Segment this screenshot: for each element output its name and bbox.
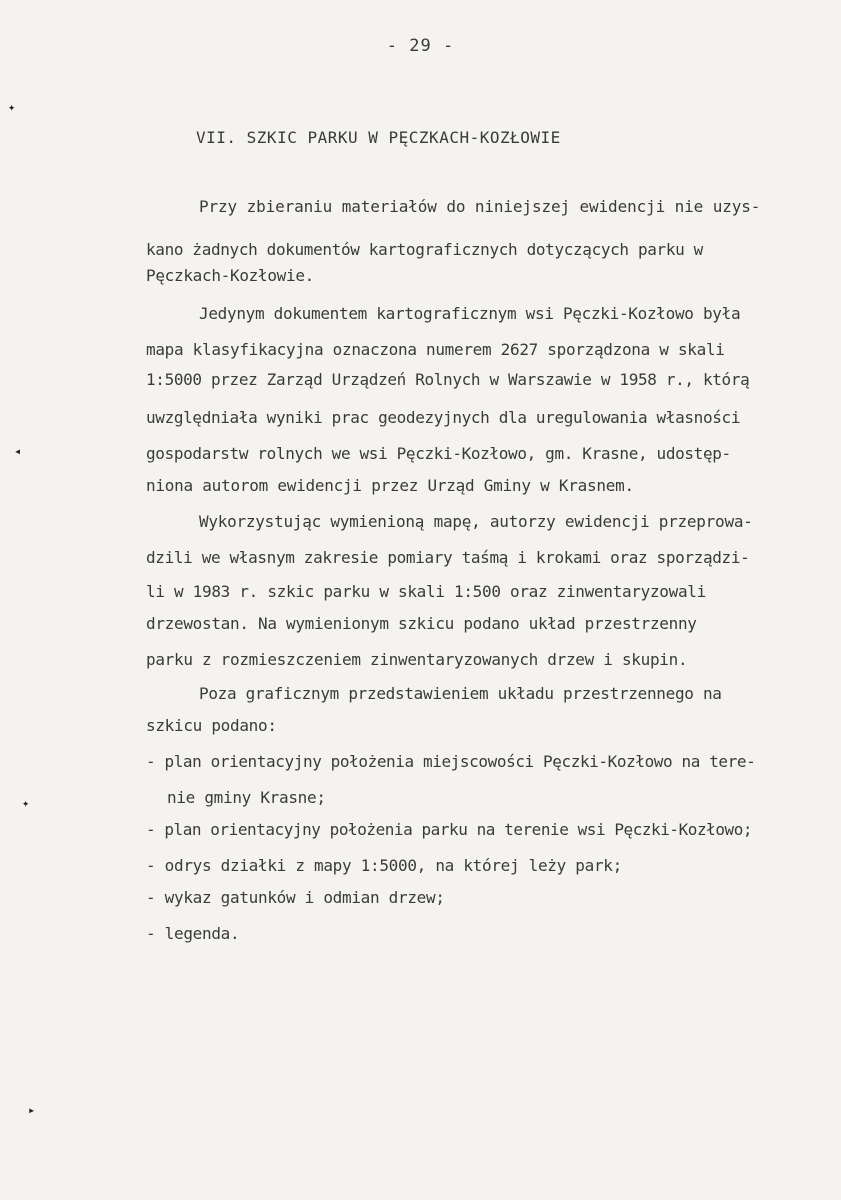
text-line: mapa klasyfikacyjna oznaczona numerem 2627 sporządzona w skali [146, 340, 725, 359]
text-line: li w 1983 r. szkic parku w skali 1:500 oraz zinwentaryzowali [146, 582, 706, 601]
binding-hole-mark: ✦ [8, 100, 16, 114]
text-line: Pęczkach-Kozłowie. [146, 266, 314, 285]
binding-hole-mark: ▸ [28, 1103, 36, 1117]
binding-hole-mark: ✦ [22, 796, 30, 810]
text-line: parku z rozmieszczeniem zinwentaryzowanych drzew i skupin. [146, 650, 688, 669]
text-line: - plan orientacyjny położenia parku na terenie wsi Pęczki-Kozłowo; [146, 820, 753, 839]
text-line: nie gminy Krasne; [167, 788, 326, 807]
text-line: - plan orientacyjny położenia miejscowości Pęczki-Kozłowo na tere- [146, 752, 756, 771]
page-number: - 29 - [386, 36, 455, 56]
text-line: - legenda. [146, 924, 240, 943]
text-line: Wykorzystując wymienioną mapę, autorzy ewidencji przeprowa- [199, 512, 753, 531]
text-line: szkicu podano: [146, 716, 277, 735]
text-line: - odrys działki z mapy 1:5000, na której leży park; [146, 856, 622, 875]
binding-hole-mark: ◂ [14, 444, 22, 458]
text-line: Jedynym dokumentem kartograficznym wsi Pęczki-Kozłowo była [199, 304, 741, 323]
text-line: 1:5000 przez Zarząd Urządzeń Rolnych w Warszawie w 1958 r., którą [146, 370, 750, 389]
text-line: drzewostan. Na wymienionym szkicu podano układ przestrzenny [146, 614, 697, 633]
text-line: - wykaz gatunków i odmian drzew; [146, 888, 445, 907]
text-line: Przy zbieraniu materiałów do niniejszej ewidencji nie uzys- [199, 197, 761, 216]
text-line: uwzględniała wyniki prac geodezyjnych dla uregulowania własności [146, 408, 741, 427]
text-line: dzili we własnym zakresie pomiary taśmą i krokami oraz sporządzi- [146, 548, 750, 567]
text-line: Poza graficznym przedstawieniem układu przestrzennego na [199, 684, 722, 703]
text-line: gospodarstw rolnych we wsi Pęczki-Kozłowo, gm. Krasne, udostęp- [146, 444, 731, 463]
section-heading: VII. SZKIC PARKU W PĘCZKACH-KOZŁOWIE [196, 128, 561, 147]
text-line: kano żadnych dokumentów kartograficznych dotyczących parku w [146, 240, 703, 259]
text-line: niona autorom ewidencji przez Urząd Gminy w Krasnem. [146, 476, 634, 495]
